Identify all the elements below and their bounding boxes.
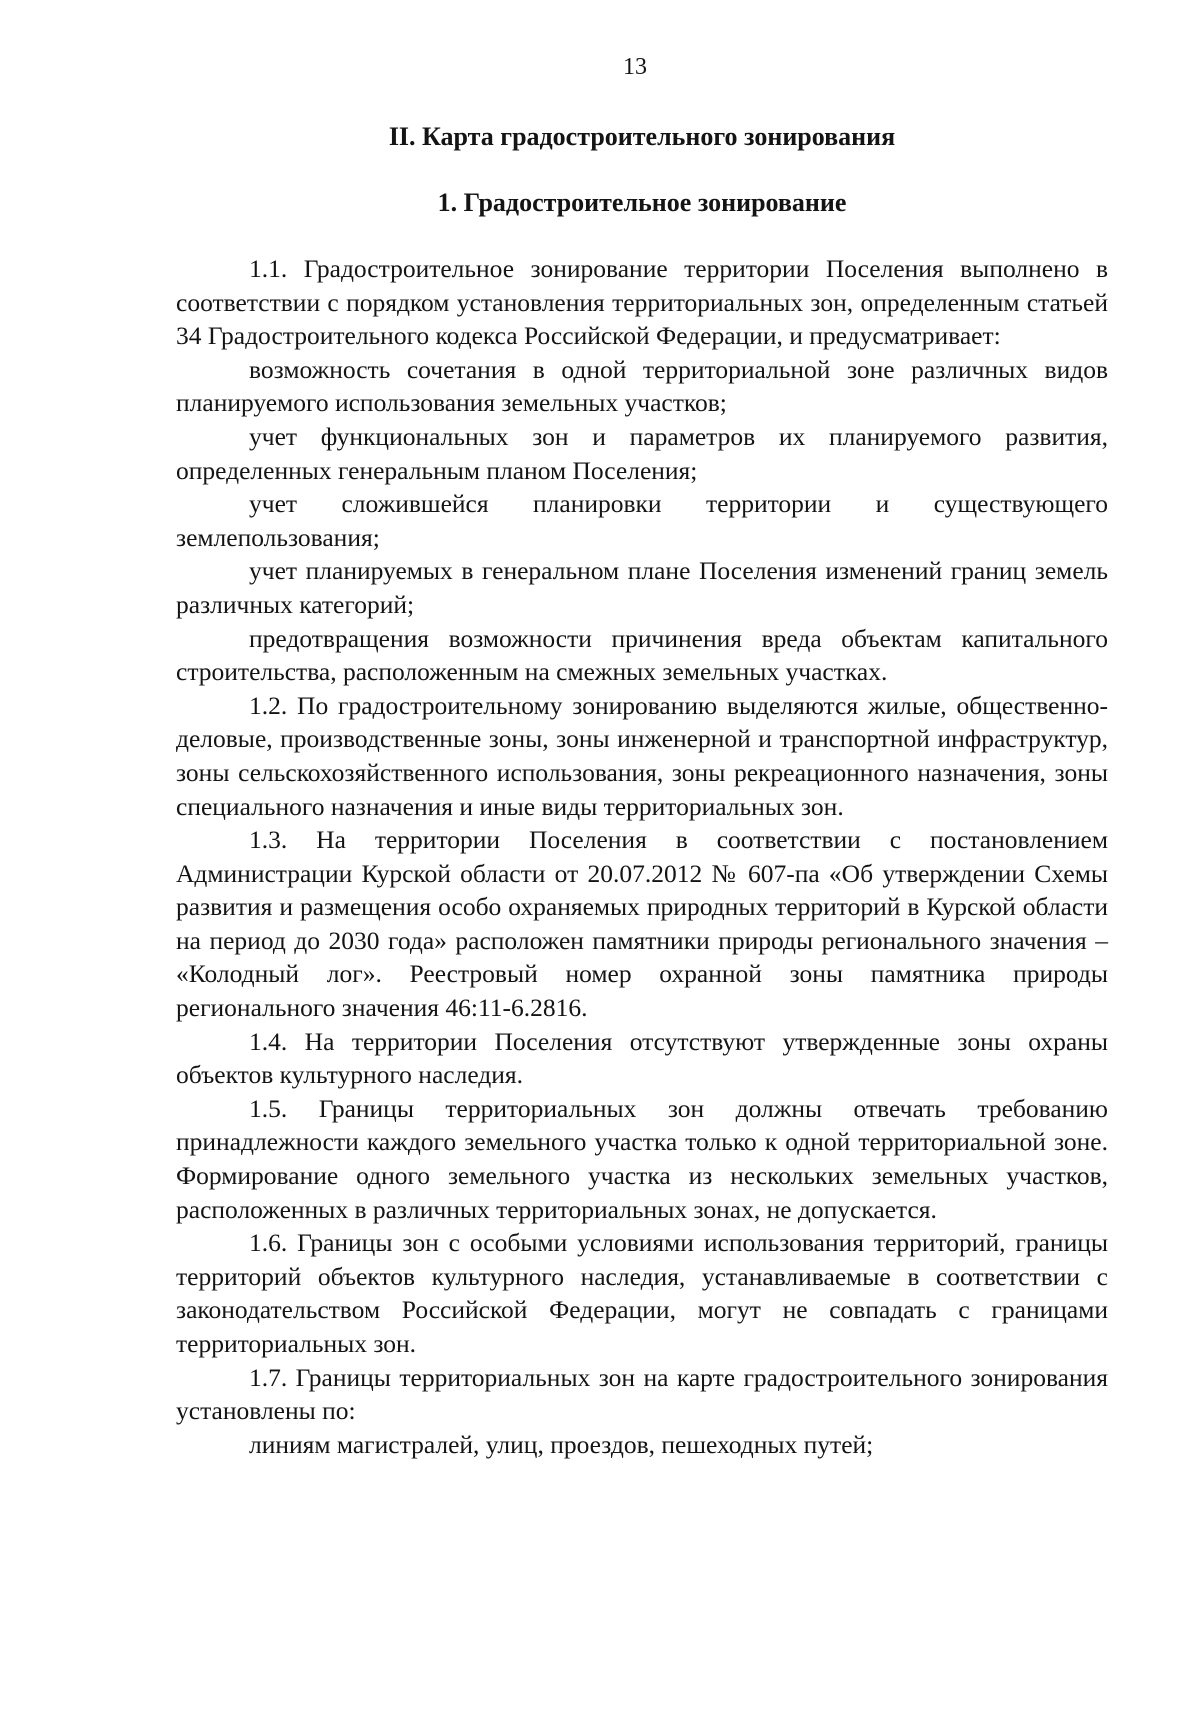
paragraph-list-item: учет планируемых в генеральном плане Поселения изменений границ земель различных категорий; <box>176 556 1108 619</box>
subsection-title: 1. Градостроительное зонирование <box>437 188 847 217</box>
paragraph-list-item: учет функциональных зон и параметров их планируемого развития, определенных генеральным планом Поселения; <box>176 421 1108 485</box>
paragraph-1-7: 1.7. Границы территориальных зон на карте градостроительного зонирования установлены по: <box>176 1362 1108 1426</box>
paragraph-1-3: 1.3. На территории Поселения в соответствии с постановлением Администрации Курской области от 20.07.2012 № 607-па «Об утверждении Схемы развития и размещения особо охраняемых природных территорий в Курской области на период до 2030 года» расположен памятники природы регионального значения – «Колодный лог». Реестровый номер охранной зоны памятника природы регионального значения 46:11-6.2816. <box>176 825 1108 1023</box>
paragraph-1-5: 1.5. Границы территориальных зон должны отвечать требованию принадлежности каждого земельного участка только к одной территориальной зоне. Формирование одного земельного участка из нескольких земельных участков, расположенных в различных территориальных зонах, не допускается. <box>176 1093 1108 1224</box>
paragraph-list-item: учет сложившейся планировки территории и существующего землепользования; <box>176 489 1108 552</box>
paragraph-1-6: 1.6. Границы зон с особыми условиями использования территорий, границы территорий объектов культурного наследия, устанавливаемые в соответствии с законодательством Российской Федерации, могут не совпадать с границами территориальных зон. <box>176 1228 1108 1358</box>
section-title: II. Карта градостроительного зонирования <box>388 122 896 151</box>
paragraph-1-2: 1.2. По градостроительному зонированию выделяются жилые, общественно-деловые, производственные зоны, зоны инженерной и транспортной инфраструктур, зоны сельскохозяйственного использования, зоны рекреационного назначения, зоны специального назначения и иные виды территориальных зон. <box>176 690 1108 821</box>
paragraph-1-4: 1.4. На территории Поселения отсутствуют утвержденные зоны охраны объектов культурного наследия. <box>176 1026 1108 1090</box>
page-number: 13 <box>623 54 647 80</box>
paragraph-list-item: линиям магистралей, улиц, проездов, пешеходных путей; <box>249 1429 874 1459</box>
body-text <box>176 252 1108 1461</box>
paragraph-list-item: возможность сочетания в одной территориальной зоне различных видов планируемого использования земельных участков; <box>176 354 1108 418</box>
paragraph-list-item: предотвращения возможности причинения вреда объектам капитального строительства, расположенным на смежных земельных участках. <box>176 623 1108 687</box>
paragraph-1-1: 1.1. Градостроительное зонирование территории Поселения выполнено в соответствии с порядком установления территориальных зон, определенным статьей 34 Градостроительного кодекса Российской Федерации, и предусматривает: <box>176 254 1108 351</box>
